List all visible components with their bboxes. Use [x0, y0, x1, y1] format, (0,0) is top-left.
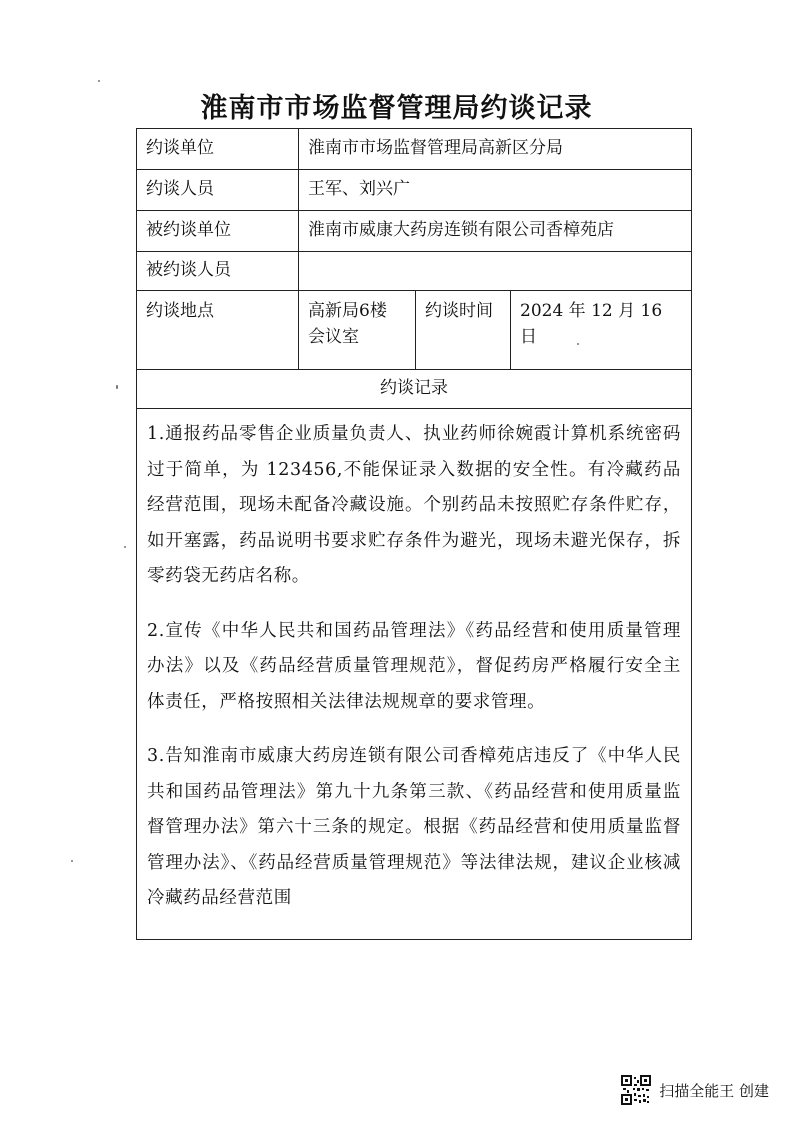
time-value: 2024 年 12 月 16 日	[511, 291, 692, 370]
target-person-label: 被约谈人员	[137, 252, 299, 291]
row-location-time	[137, 291, 692, 370]
scanner-watermark	[621, 1073, 769, 1107]
row-staff	[137, 170, 692, 211]
target-person-value	[299, 252, 692, 291]
location-label: 约谈地点	[137, 291, 299, 370]
location-value	[299, 291, 416, 370]
record-content	[137, 409, 692, 940]
unit-label: 约谈单位	[137, 129, 299, 170]
target-unit-label: 被约谈单位	[137, 211, 299, 252]
staff-value: 王军、刘兴广	[299, 170, 692, 211]
scanner-text: 扫描全能王 创建	[659, 1081, 769, 1100]
record-paragraph-2: 2.宣传《中华人民共和国药品管理法》《药品经营和使用质量管理办法》以及《药品经营质量管理规范》，督促药房严格履行安全主体责任，严格按照相关法律法规规章的要求管理。	[147, 620, 682, 712]
row-unit	[137, 129, 692, 170]
row-target-person	[137, 252, 692, 291]
location-value-line2: 会议室	[308, 326, 359, 347]
record-paragraph-3: 3.告知淮南市威康大药房连锁有限公司香樟苑店违反了《中华人民共和国药品管理法》第九十九条第三款、《药品经营和使用质量监督管理办法》第六十三条的规定。根据《药品经营和使用质量监督管理办法》、《药品经营质量管理规范》等法律法规，建议企业核减冷藏药品经营范围	[147, 746, 682, 908]
staff-label: 约谈人员	[137, 170, 299, 211]
time-label: 约谈时间	[416, 291, 511, 370]
document-title: 淮南市市场监督管理局约谈记录	[200, 93, 593, 124]
unit-value: 淮南市市场监督管理局高新区分局	[299, 129, 692, 170]
row-record-heading	[137, 370, 692, 409]
interview-record-table	[136, 128, 692, 940]
qr-code-icon	[621, 1075, 651, 1105]
row-target-unit	[137, 211, 692, 252]
record-heading: 约谈记录	[137, 370, 692, 409]
row-record-content	[137, 409, 692, 940]
target-unit-value: 淮南市威康大药房连锁有限公司香樟苑店	[299, 211, 692, 252]
record-paragraph-1: 1.通报药品零售企业质量负责人、执业药师徐婉霞计算机系统密码过于简单，为 123456,不能保证录入数据的安全性。有冷藏药品经营范围，现场未配备冷藏设施。个别药品未按照贮存条件贮存，如开塞露，药品说明书要求贮存条件为避光，现场未避光保存，拆零药袋无药店名称。	[147, 424, 682, 586]
location-value-line1: 高新局6楼	[308, 301, 387, 321]
